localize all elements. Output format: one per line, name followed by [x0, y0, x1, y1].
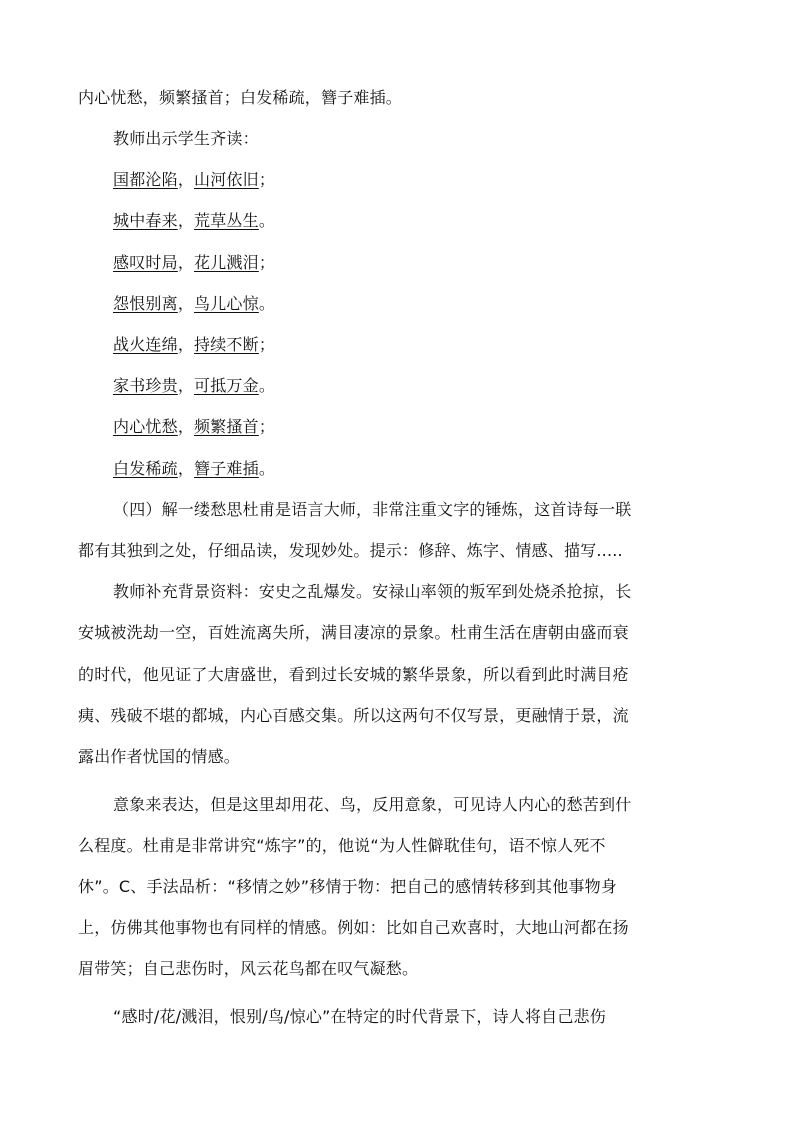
text-line: 都有其独到之处，仔细品读，发现妙处。提示：修辞、炼字、情感、描写.....: [78, 541, 623, 560]
poem-phrase: 频繁搔首: [194, 417, 259, 436]
poem-punct: ，: [177, 294, 195, 313]
poem-line: [113, 293, 275, 315]
poem-punct: ，: [177, 211, 195, 230]
poem-line: [113, 210, 275, 232]
poem-phrase: 家书珍贵: [113, 376, 178, 395]
poem-phrase: 荒草丛生: [194, 211, 259, 230]
text-line: 痍、残破不堪的都城，内心百感交集。所以这两句不仅写景，更融情于景，流: [78, 706, 629, 725]
poem-line: [113, 169, 275, 191]
text-line: 的时代，他见证了大唐盛世，看到过长安城的繁华景象，所以看到此时满目疮: [78, 665, 629, 684]
poem-phrase: 白发稀疏: [113, 459, 178, 478]
poem-phrase: 持续不断: [194, 335, 259, 354]
poem-punct: ；: [258, 170, 276, 189]
poem-punct: ，: [177, 417, 195, 436]
poem-line: [113, 252, 275, 274]
poem-punct: 。: [258, 459, 276, 478]
poem-punct: ，: [177, 459, 195, 478]
poem-phrase: 花儿溅泪: [194, 253, 259, 272]
poem-line: [113, 375, 275, 397]
poem-punct: ，: [177, 376, 195, 395]
text-line: 安城被洗劫一空，百姓流离失所，满目凄凉的景象。杜甫生活在唐朝由盛而衰: [78, 623, 629, 642]
poem-phrase: 怨恨别离: [113, 294, 178, 313]
poem-punct: 。: [258, 211, 276, 230]
poem-punct: ；: [258, 335, 276, 354]
poem-punct: ，: [177, 170, 195, 189]
text-line: （四）解一缕愁思杜甫是语言大师，非常注重文字的锤炼，这首诗每一联: [113, 500, 632, 519]
poem-punct: 。: [258, 376, 276, 395]
poem-phrase: 城中春来: [113, 211, 178, 230]
text-line: 教师补充背景资料：安史之乱爆发。安禄山率领的叛军到处烧杀抢掠，长: [113, 582, 632, 601]
text-line: 内心忧愁，频繁搔首；白发稀疏，簪子难插。: [78, 88, 403, 107]
text-line: 么程度。杜甫是非常讲究“炼字”的，他说“为人性僻耽佳句，语不惊人死不: [78, 836, 606, 855]
text-line: “感时/花/溅泪，恨别/鸟/惊心”在特定的时代背景下，诗人将自己悲伤: [113, 1007, 606, 1026]
text-line: 教师出示学生齐读：: [113, 129, 259, 148]
poem-punct: ，: [177, 253, 195, 272]
poem-punct: 。: [258, 294, 276, 313]
poem-phrase: 感叹时局: [113, 253, 178, 272]
poem-phrase: 可抵万金: [194, 376, 259, 395]
text-line: 眉带笑；自己悲伤时，风云花鸟都在叹气凝愁。: [78, 959, 419, 978]
poem-punct: ；: [258, 253, 276, 272]
poem-line: [113, 416, 275, 438]
poem-phrase: 国都沦陷: [113, 170, 178, 189]
text-line: 露出作者忧国的情感。: [78, 747, 241, 766]
text-line: 上，仿佛其他事物也有同样的情感。例如：比如自己欢喜时，大地山河都在扬: [78, 918, 629, 937]
poem-phrase: 内心忧愁: [113, 417, 178, 436]
text-line: 休”。C、手法品析：“移情之妙”移情于物：把自己的感情转移到其他事物身: [78, 877, 618, 896]
text-line: 意象来表达，但是这里却用花、鸟，反用意象，可见诗人内心的愁苦到什: [113, 795, 632, 814]
poem-phrase: 鸟儿心惊: [194, 294, 259, 313]
poem-phrase: 簪子难插: [194, 459, 259, 478]
poem-phrase: 山河依旧: [194, 170, 259, 189]
poem-line: [113, 458, 275, 480]
poem-phrase: 战火连绵: [113, 335, 178, 354]
poem-line: [113, 334, 275, 356]
poem-punct: ；: [258, 417, 276, 436]
poem-punct: ，: [177, 335, 195, 354]
